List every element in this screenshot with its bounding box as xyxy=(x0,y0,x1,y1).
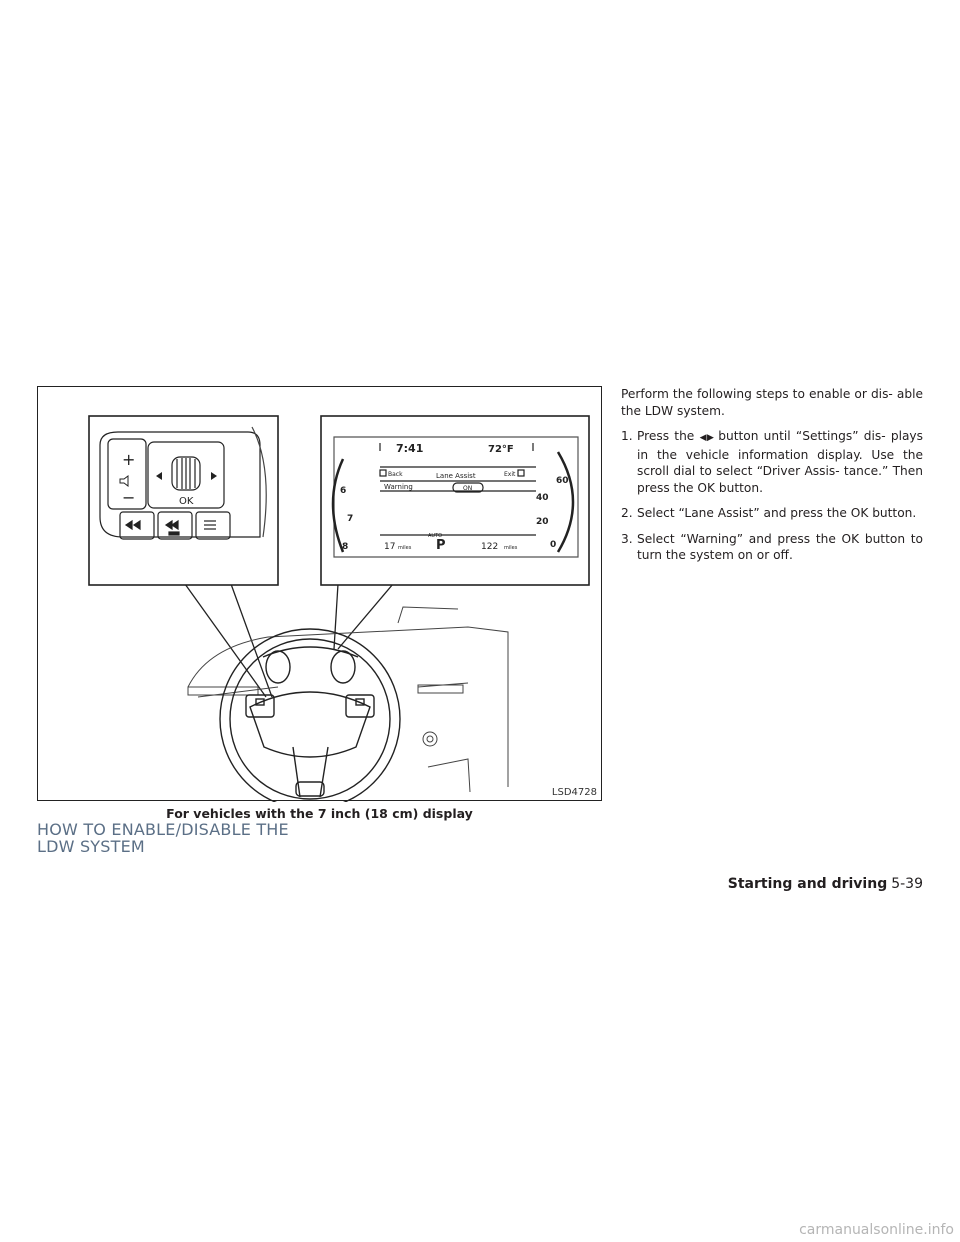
figure-caption: For vehicles with the 7 inch (18 cm) display xyxy=(166,806,473,821)
left-right-arrow-icon: ◀▶ xyxy=(698,433,715,443)
switch-minus-label: − xyxy=(122,488,136,507)
speed-label-60: 60 xyxy=(556,476,569,486)
display-exit-label: Exit xyxy=(504,471,516,478)
step-1-post: button until “Settings” dis- plays in the vehicle information display. Use the scroll dial to select “Driver Assis- tance.” Then press the OK button. xyxy=(637,429,923,495)
section-heading xyxy=(37,821,437,855)
steering-wheel xyxy=(220,629,400,802)
page-number: 5-39 xyxy=(891,876,923,892)
page-footer xyxy=(728,876,923,892)
display-title: Lane Assist xyxy=(436,472,476,480)
display-time: 7:41 xyxy=(396,442,424,455)
dashboard-drawing xyxy=(188,607,508,792)
footer-section-title: Starting and driving xyxy=(727,876,888,892)
step-2 xyxy=(621,505,923,522)
display-range-unit: miles xyxy=(504,545,518,551)
speed-label-20: 20 xyxy=(536,517,549,527)
section-heading-line-1: HOW TO ENABLE/DISABLE THE xyxy=(37,820,289,839)
step-2-text: Select “Lane Assist” and press the OK button. xyxy=(637,506,917,520)
display-gear: P xyxy=(436,538,446,553)
intro-paragraph: Perform the following steps to enable or dis- able the LDW system. xyxy=(621,387,923,418)
step-3 xyxy=(621,531,923,564)
display-trip-unit: miles xyxy=(398,545,412,551)
watermark: carmanualsonline.info xyxy=(799,1222,954,1238)
step-1-pre: Press the xyxy=(637,429,695,443)
switch-plus-label: + xyxy=(122,450,136,469)
step-3-text: Select “Warning” and press the OK button to turn the system on or off. xyxy=(637,531,923,562)
figure-code: LSD4728 xyxy=(551,787,597,798)
speed-label-0: 0 xyxy=(550,540,557,550)
display-detail-inset xyxy=(321,416,589,585)
display-warning-value: ON xyxy=(463,485,473,492)
tach-label-6: 6 xyxy=(340,486,347,496)
display-temperature: 72°F xyxy=(488,444,514,455)
step-1-number: 1. xyxy=(621,429,633,443)
section-heading-line-2: LDW SYSTEM xyxy=(37,837,145,856)
steering-wheel-illustration xyxy=(38,387,603,802)
step-1 xyxy=(621,428,923,496)
tach-label-8: 8 xyxy=(342,542,349,552)
switch-ok-label: OK xyxy=(179,496,194,507)
speed-label-40: 40 xyxy=(536,493,549,503)
display-auto-label: AUTO xyxy=(428,533,443,539)
step-1-text xyxy=(637,428,923,496)
instructions-column xyxy=(621,386,923,573)
display-back-label: Back xyxy=(388,471,403,478)
illustration-figure xyxy=(37,386,602,801)
tach-label-7: 7 xyxy=(347,514,354,524)
display-trip-value: 17 xyxy=(384,542,396,552)
display-warning-label: Warning xyxy=(384,483,413,491)
step-3-number: 3. xyxy=(621,531,633,546)
step-2-number: 2. xyxy=(621,506,633,520)
display-range-value: 122 xyxy=(481,542,499,552)
